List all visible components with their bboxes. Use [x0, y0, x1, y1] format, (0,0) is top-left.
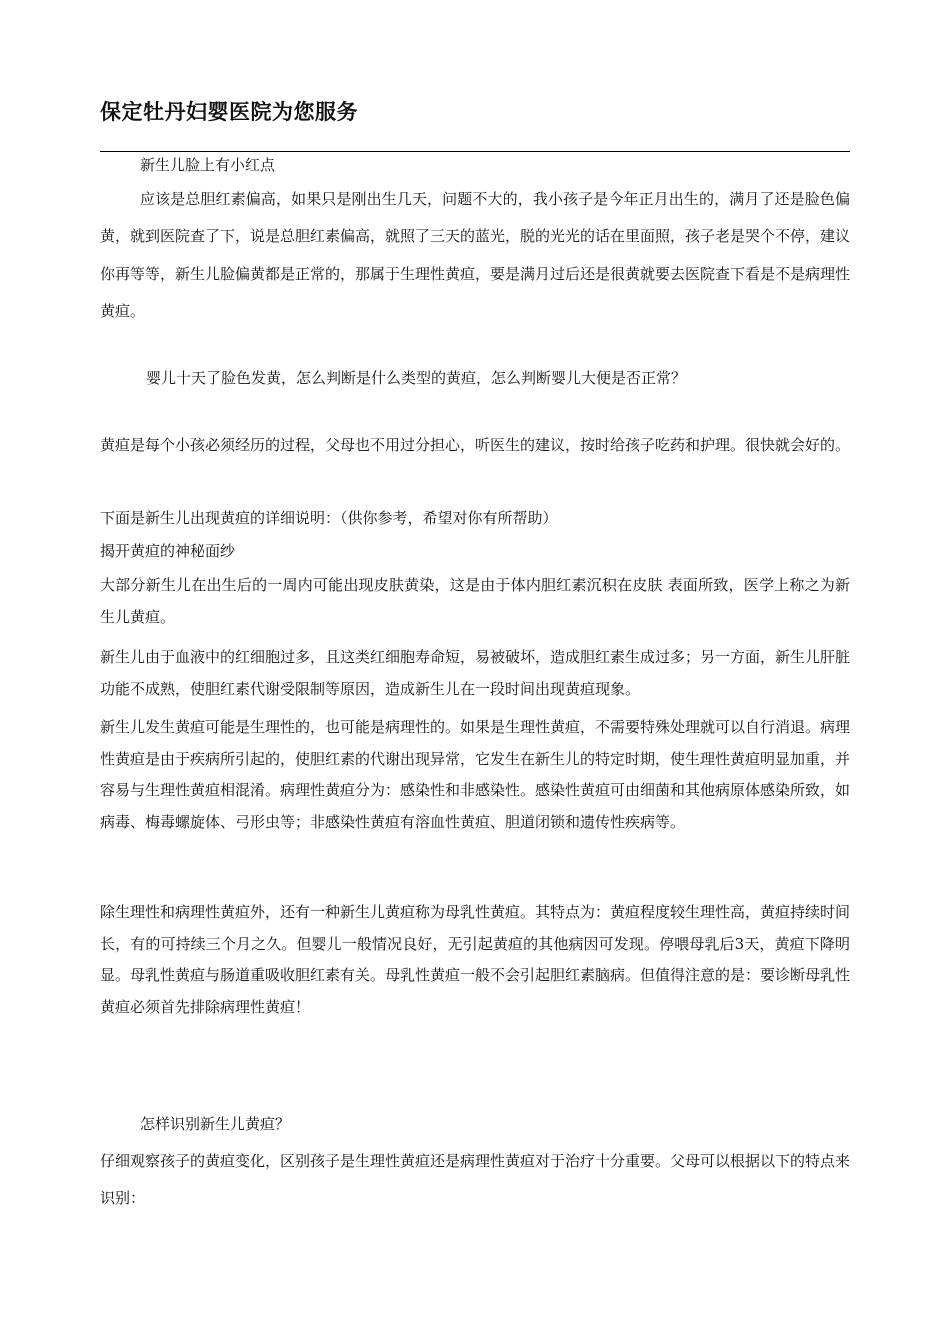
paragraph-jaundice-causes: 新生儿由于血液中的红细胞过多，且这类红细胞寿命短，易被破坏，造成胆红素生成过多；另一方面，新生儿肝脏功能不成熟，使胆红素代谢受限制等原因，造成新生儿在一段时间出现黄疸现象。 [100, 648, 851, 698]
section-heading-red-spots: 新生儿脸上有小红点 [140, 156, 276, 174]
paragraph-jaundice-types: 新生儿发生黄疸可能是生理性的，也可能是病理性的。如果是生理性黄疸，不需要特殊处理就可以自行消退。病理性黄疸是由于疾病所引起的，使胆红素的代谢出现异常，它发生在新生儿的特定时期，使生理性黄疸明显加重，并容易与生理性黄疸相混淆。病理性黄疸分为：感染性和非感染性。感染性黄疸可由细菌和其他病原体感染所致，如病毒、梅毒螺旋体、弓形虫等；非感染性黄疸有溶血性黄疸、胆道闭锁和遗传性疾病等。 [100, 718, 851, 831]
question-heading: 婴儿十天了脸色发黄，怎么判断是什么类型的黄疸，怎么判断婴儿大便是否正常？ [146, 369, 687, 387]
paragraph-breastmilk-jaundice: 除生理性和病理性黄疸外，还有一种新生儿黄疸称为母乳性黄疸。其特点为：黄疸程度较生理性高，黄疸持续时间长，有的可持续三个月之久。但婴儿一般情况良好，无引起黄疸的其他病因可发现。停喂母乳后3天，黄疸下降明显。母乳性黄疸与肠道重吸收胆红素有关。母乳性黄疸一般不会引起胆红素脑病。但值得注意的是：要诊断母乳性黄疸必须首先排除病理性黄疸！ [100, 903, 851, 1016]
paragraph-identify-intro: 仔细观察孩子的黄疸变化，区别孩子是生理性黄疸还是病理性黄疸对于治疗十分重要。父母可以根据以下的特点来识别： [100, 1152, 851, 1208]
document-title: 保定牡丹妇婴医院为您服务 [100, 100, 358, 124]
answer-paragraph: 应该是总胆红素偏高，如果只是刚出生几天，问题不大的，我小孩子是今年正月出生的，满月了还是脸色偏黄，就到医院查了下，说是总胆红素偏高，就照了三天的蓝光，脱的光光的话在里面照，孩子老是哭个不停，建议你再等等，新生儿脸偏黄都是正常的，那属于生理性黄疸，要是满月过后还是很黄就要去医院查下看是不是病理性黄疸。 [100, 190, 851, 321]
subheading-jaundice-mystery: 揭开黄疸的神秘面纱 [100, 542, 236, 560]
section-heading-identify: 怎样识别新生儿黄疸？ [140, 1115, 291, 1133]
paragraph-jaundice-definition: 大部分新生儿在出生后的一周内可能出现皮肤黄染，这是由于体内胆红素沉积在皮肤 表面所致，医学上称之为新生儿黄疸。 [100, 576, 850, 626]
paragraph-explanation-lead: 下面是新生儿出现黄疸的详细说明：（供你参考，希望对你有所帮助） [100, 509, 558, 527]
paragraph-intro: 黄疸是每个小孩必须经历的过程，父母也不用过分担心，听医生的建议，按时给孩子吃药和护理。很快就会好的。 [100, 436, 851, 454]
